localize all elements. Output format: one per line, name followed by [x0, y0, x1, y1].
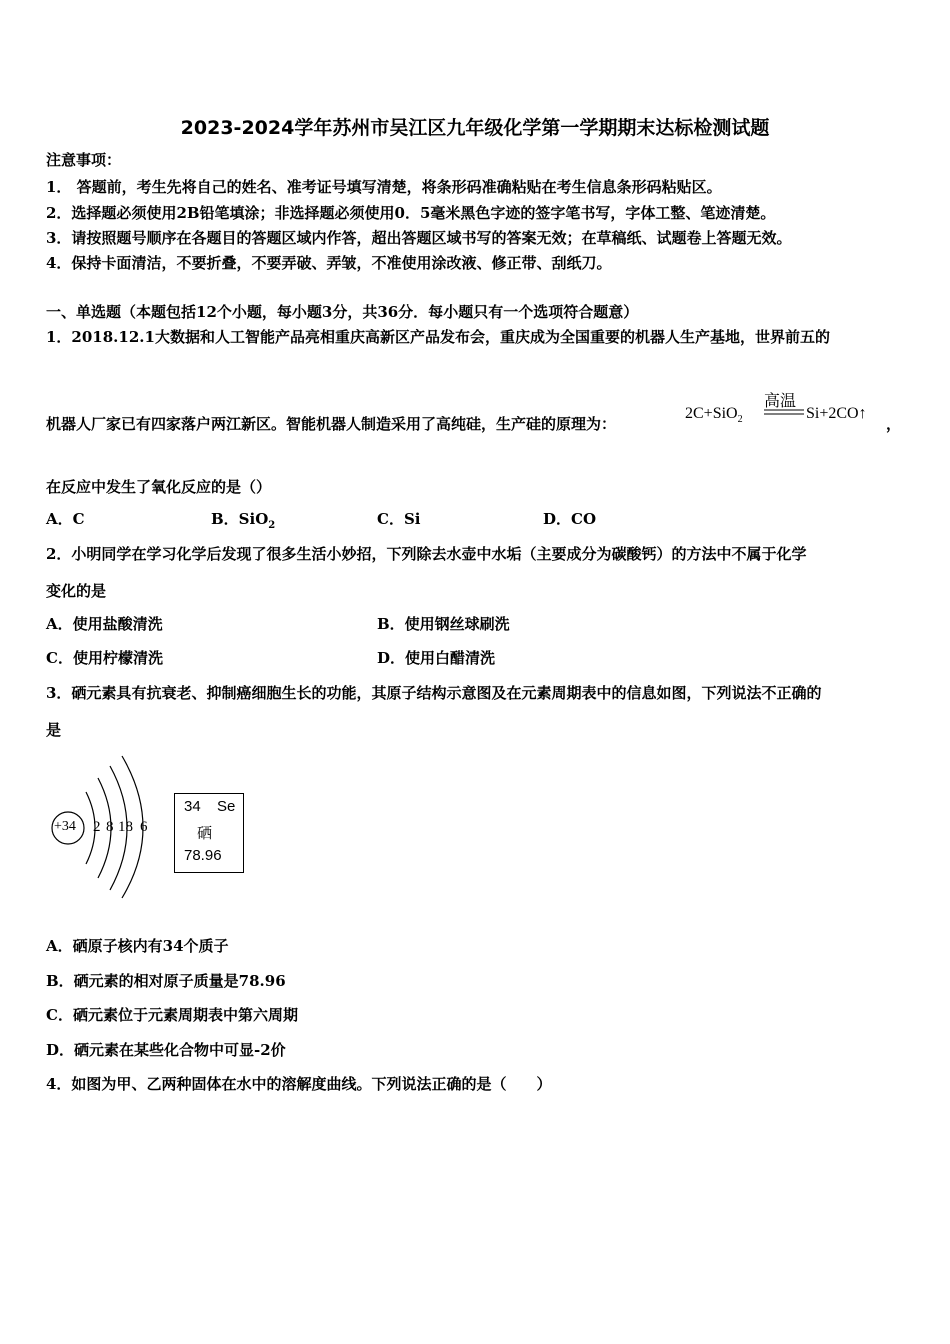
- q1-line3: 在反应中发生了氧化反应的是（）: [46, 478, 272, 496]
- element-name: 硒: [197, 824, 213, 842]
- q4-line1: 4．如图为甲、乙两种固体在水中的溶解度曲线。下列说法正确的是（ ）: [46, 1075, 552, 1093]
- notice-item: 4．保持卡面清洁，不要折叠，不要弄破、弄皱，不准使用涂改液、修正带、刮纸刀。: [46, 254, 612, 272]
- q1-line2: 机器人厂家已有四家落户两江新区。智能机器人制造采用了高纯硅，生产硅的原理为：: [46, 415, 617, 433]
- electron-count: 18: [118, 819, 133, 835]
- q2-line1: 2．小明同学在学习化学后发现了很多生活小妙招，下列除去水壶中水垢（主要成分为碳酸钙）的方法中不属于化学: [46, 545, 807, 563]
- notice-item: 1． 答题前，考生先将自己的姓名、准考证号填写清楚，将条形码准确粘贴在考生信息条形码粘贴区。: [46, 178, 722, 196]
- periodic-table-cell: [174, 793, 244, 873]
- q2-option-d[interactable]: D．使用白醋清洗: [377, 649, 496, 667]
- notice-item: 3．请按照题号顺序在各题目的答题区域内作答，超出答题区域书写的答案无效；在草稿纸、试题卷上答题无效。: [46, 229, 792, 247]
- q2-option-b[interactable]: B．使用钢丝球刷洗: [377, 615, 510, 633]
- q1-option-a[interactable]: A．C: [46, 510, 85, 528]
- equation-condition: 高温: [764, 393, 797, 410]
- atomic-number: 34: [184, 798, 201, 815]
- section-heading: 一、单选题（本题包括12个小题，每小题3分，共36分．每小题只有一个选项符合题意）: [46, 303, 639, 321]
- q3-option-a[interactable]: A．硒原子核内有34个质子: [46, 937, 229, 955]
- q3-option-d[interactable]: D．硒元素在某些化合物中可显-2价: [46, 1041, 286, 1059]
- atomic-mass: 78.96: [184, 847, 222, 864]
- electron-count: 8: [106, 819, 114, 835]
- q3-line1: 3．硒元素具有抗衰老、抑制癌细胞生长的功能，其原子结构示意图及在元素周期表中的信息如图，下列说法不正确的: [46, 684, 822, 702]
- element-symbol: Se: [217, 798, 236, 815]
- q2-line2: 变化的是: [46, 582, 107, 600]
- page-title: 2023-2024学年苏州市吴江区九年级化学第一学期期末达标检测试题: [180, 117, 770, 139]
- q1-option-b[interactable]: B．SiO$_2$: [211, 510, 276, 531]
- q3-line2: 是: [46, 721, 62, 739]
- electron-count: 2: [93, 819, 101, 835]
- equation-left: 2C+SiO$_2$: [685, 405, 743, 426]
- q1-option-c[interactable]: C．Si: [377, 510, 421, 528]
- q1-line2-end: ，: [886, 415, 902, 433]
- notice-heading: 注意事项：: [46, 151, 122, 169]
- q2-option-c[interactable]: C．使用柠檬清洗: [46, 649, 163, 667]
- q2-option-a[interactable]: A．使用盐酸清洗: [46, 615, 163, 633]
- notice-item: 2．选择题必须使用2B铅笔填涂；非选择题必须使用0．5毫米黑色字迹的签字笔书写，字体工整、笔迹清楚。: [46, 204, 776, 222]
- q3-option-b[interactable]: B．硒元素的相对原子质量是78.96: [46, 972, 286, 990]
- equation-double-line: [764, 408, 804, 416]
- q1-line1: 1．2018.12.1大数据和人工智能产品亮相重庆高新区产品发布会，重庆成为全国重要的机器人生产基地，世界前五的: [46, 328, 830, 346]
- equation-right: Si+2CO↑: [806, 405, 867, 422]
- q1-option-d[interactable]: D．CO: [543, 510, 597, 528]
- q3-option-c[interactable]: C．硒元素位于元素周期表中第六周期: [46, 1006, 298, 1024]
- nucleus-charge: +34: [54, 819, 76, 834]
- electron-count: 6: [140, 819, 148, 835]
